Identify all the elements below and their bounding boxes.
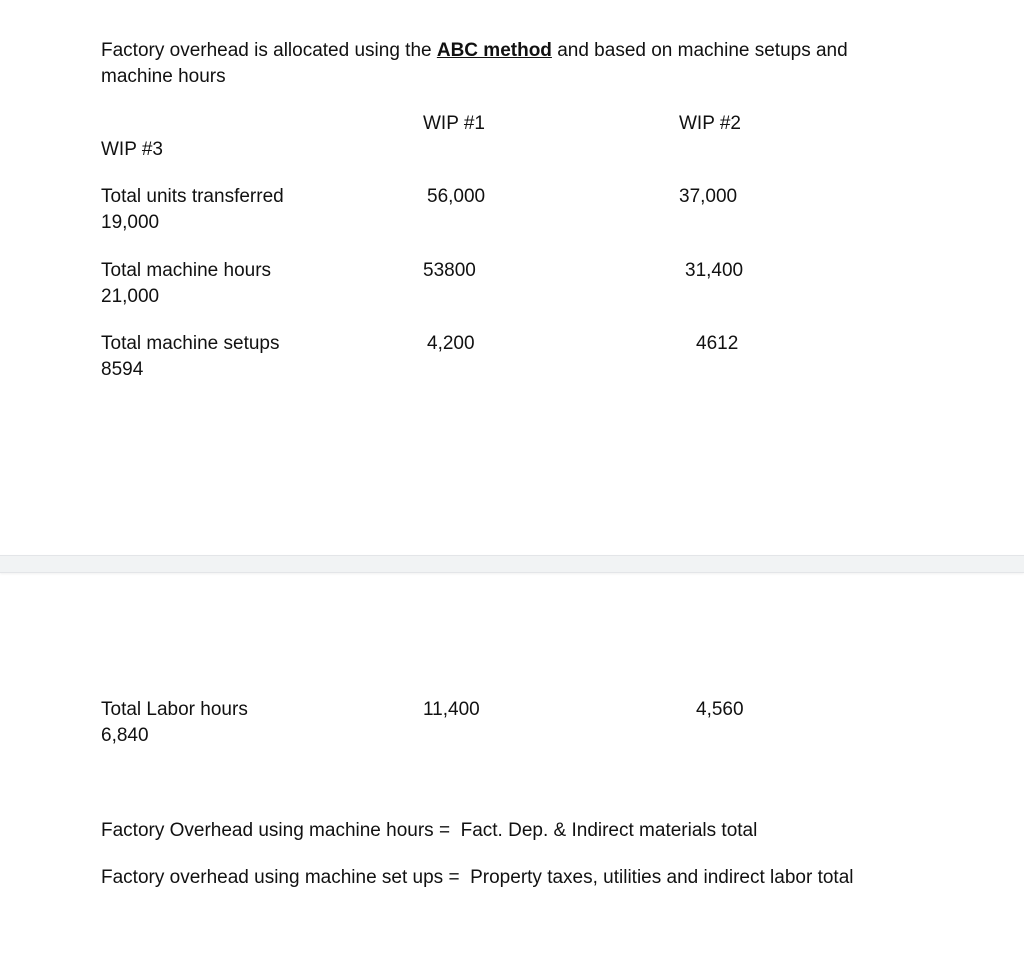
labor-hours-wip3: 6,840	[101, 725, 149, 746]
header-wip2: WIP #2	[679, 113, 741, 134]
note-machine-hours: Factory Overhead using machine hours = Fact. Dep. & Indirect materials total	[101, 820, 758, 841]
machine-hours-wip3: 21,000	[101, 286, 160, 307]
row-label-labor-hours: Total Labor hours	[101, 699, 248, 720]
header-wip1: WIP #1	[423, 113, 485, 134]
row-label-units: Total units transferred	[101, 186, 284, 207]
units-wip1: 56,000	[427, 186, 486, 207]
intro-paragraph	[101, 38, 921, 90]
row-label-machine-setups: Total machine setups	[101, 333, 280, 354]
machine-hours-wip2: 31,400	[685, 260, 744, 281]
labor-hours-wip1: 11,400	[423, 699, 480, 720]
row-label-machine-hours: Total machine hours	[101, 260, 272, 281]
page-break	[0, 555, 1024, 573]
intro-text-before: Factory overhead is allocated using the	[101, 40, 437, 61]
machine-setups-wip3: 8594	[101, 359, 144, 380]
note-machine-setups: Factory overhead using machine set ups = Property taxes, utilities and indirect labor total	[101, 867, 854, 888]
abc-method-text: ABC method	[436, 40, 552, 61]
units-wip2: 37,000	[679, 186, 738, 207]
header-wip3: WIP #3	[101, 139, 163, 160]
labor-hours-wip2: 4,560	[696, 699, 744, 720]
intro-text-after: and based on machine setups and machine hours	[101, 40, 848, 87]
machine-setups-wip2: 4612	[696, 333, 739, 354]
units-wip3: 19,000	[101, 212, 160, 233]
machine-setups-wip1: 4,200	[427, 333, 475, 354]
machine-hours-wip1: 53800	[423, 260, 476, 281]
